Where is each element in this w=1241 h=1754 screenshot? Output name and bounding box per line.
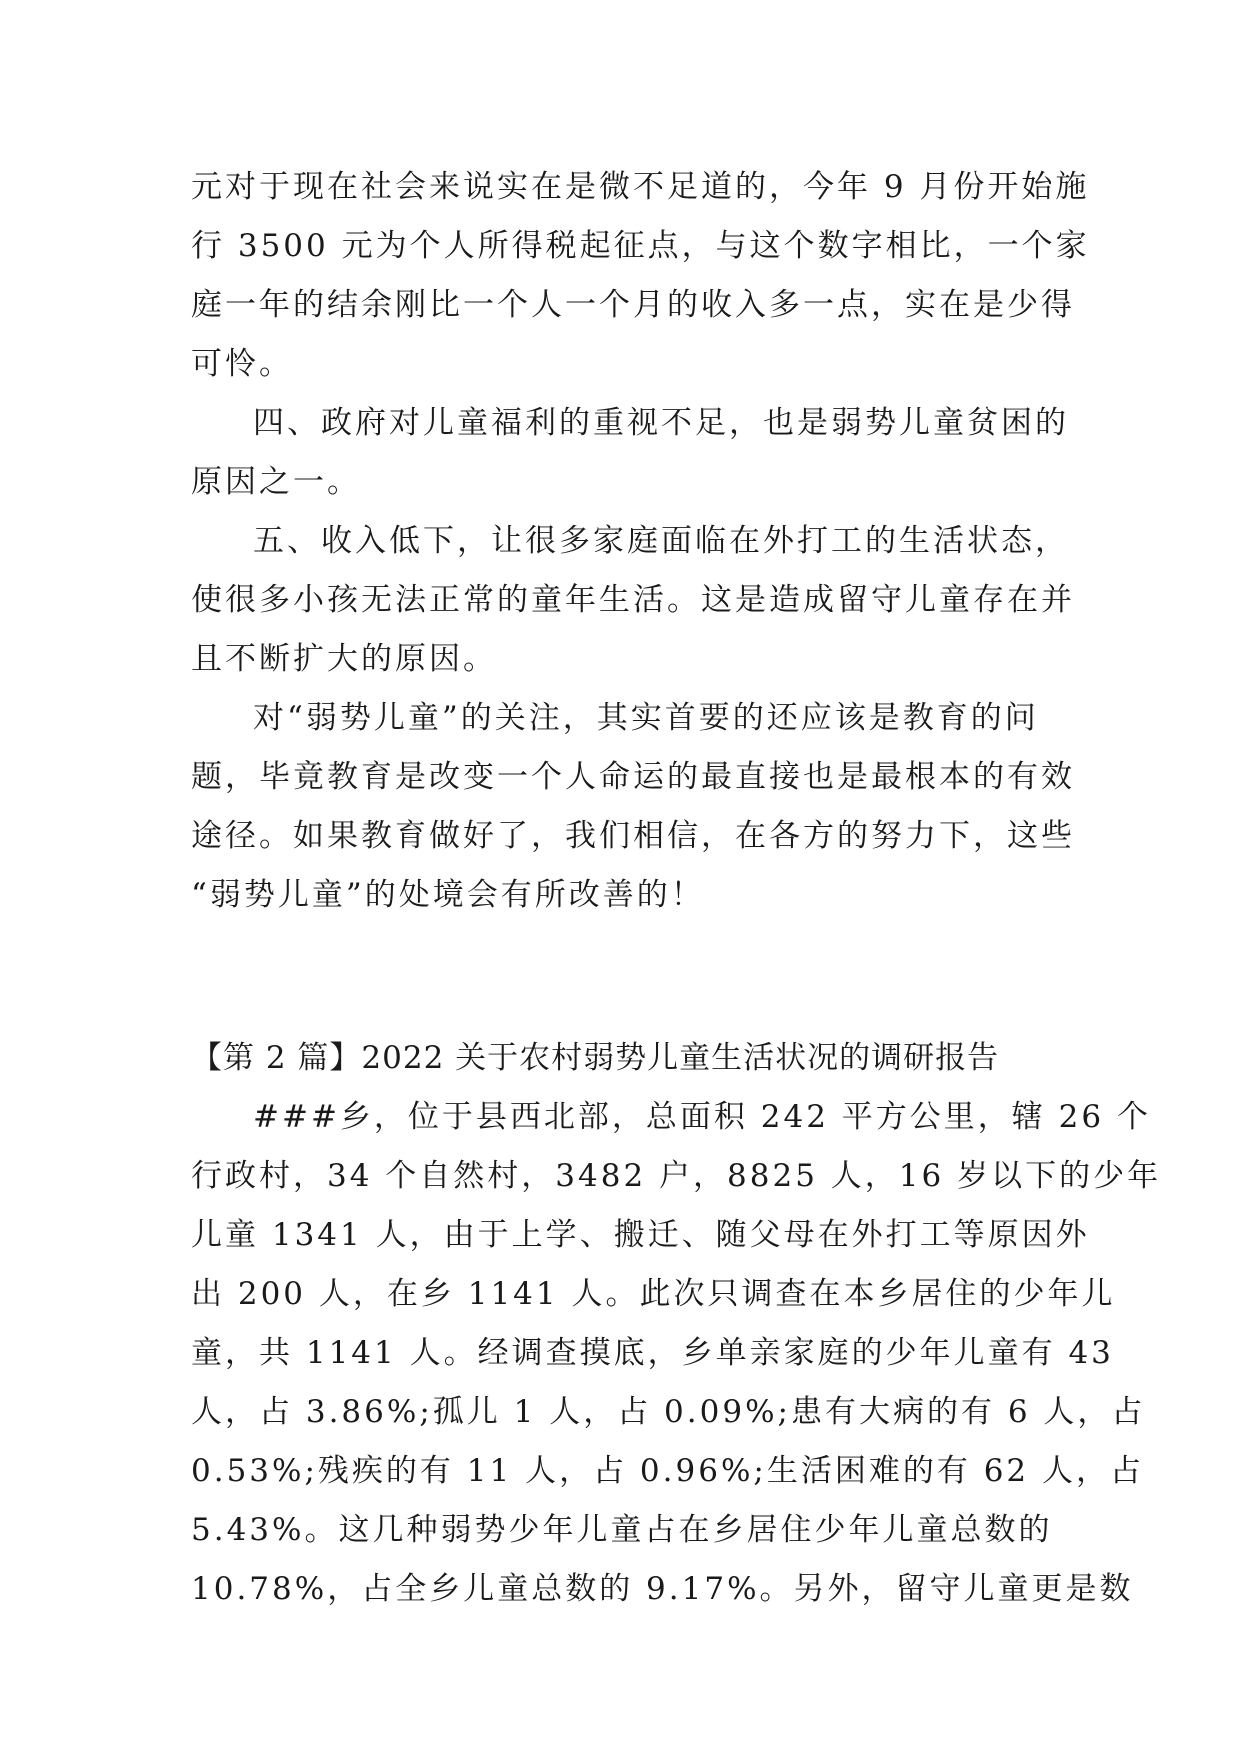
text-line: 题，毕竟教育是改变一个人命运的最直接也是最根本的有效 <box>191 759 1075 795</box>
text-line: 庭一年的结余刚比一个人一个月的收入多一点，实在是少得 <box>191 287 1075 323</box>
paragraph <box>191 689 1075 925</box>
text-line: 对“弱势儿童”的关注，其实首要的还应该是教育的问 <box>253 700 1039 736</box>
text-line: 四、政府对儿童福利的重视不足，也是弱势儿童贫困的 <box>253 405 1069 441</box>
text-line: 0.53%;残疾的有 11 人，占 0.96%;生活困难的有 62 人，占 <box>191 1453 1145 1489</box>
paragraph <box>191 158 1090 394</box>
paragraph <box>191 394 1069 512</box>
text-line: 人，占 3.86%;孤儿 1 人，占 0.09%;患有大病的有 6 人，占 <box>191 1394 1146 1430</box>
document-page <box>191 158 1162 1619</box>
text-line: 使很多小孩无法正常的童年生活。这是造成留守儿童存在并 <box>191 582 1075 618</box>
section-gap <box>191 925 1051 1029</box>
text-line: 元对于现在社会来说实在是微不足道的，今年 9 月份开始施 <box>191 169 1090 205</box>
text-line: “弱势儿童”的处境会有所改善的！ <box>191 877 705 913</box>
text-line: 且不断扩大的原因。 <box>191 641 497 677</box>
paragraph <box>191 1088 1162 1619</box>
text-line: 途径。如果教育做好了，我们相信，在各方的努力下，这些 <box>191 818 1075 854</box>
text-line: 出 200 人，在乡 1141 人。此次只调查在本乡居住的少年儿 <box>191 1276 1116 1312</box>
text-line: 五、收入低下，让很多家庭面临在外打工的生活状态， <box>253 523 1069 559</box>
text-line: 行政村，34 个自然村，3482 户，8825 人，16 岁以下的少年 <box>191 1158 1162 1194</box>
text-line: 童，共 1141 人。经调查摸底，乡单亲家庭的少年儿童有 43 <box>191 1335 1114 1371</box>
text-line: ###乡，位于县西北部，总面积 242 平方公里，辖 26 个 <box>253 1099 1151 1135</box>
text-line: 原因之一。 <box>191 464 361 500</box>
text-line: 10.78%，占全乡儿童总数的 9.17%。另外，留守儿童更是数 <box>191 1571 1134 1607</box>
text-line: 行 3500 元为个人所得税起征点，与这个数字相比，一个家 <box>191 228 1090 264</box>
text-line: 5.43%。这几种弱势少年儿童占在乡居住少年儿童总数的 <box>191 1512 1053 1548</box>
text-line: 儿童 1341 人，由于上学、搬迁、随父母在外打工等原因外 <box>191 1217 1090 1253</box>
text-line: 可怜。 <box>191 346 293 382</box>
section-heading: 【第 2 篇】2022 关于农村弱势儿童生活状况的调研报告 <box>191 1040 1000 1076</box>
paragraph <box>191 512 1075 689</box>
